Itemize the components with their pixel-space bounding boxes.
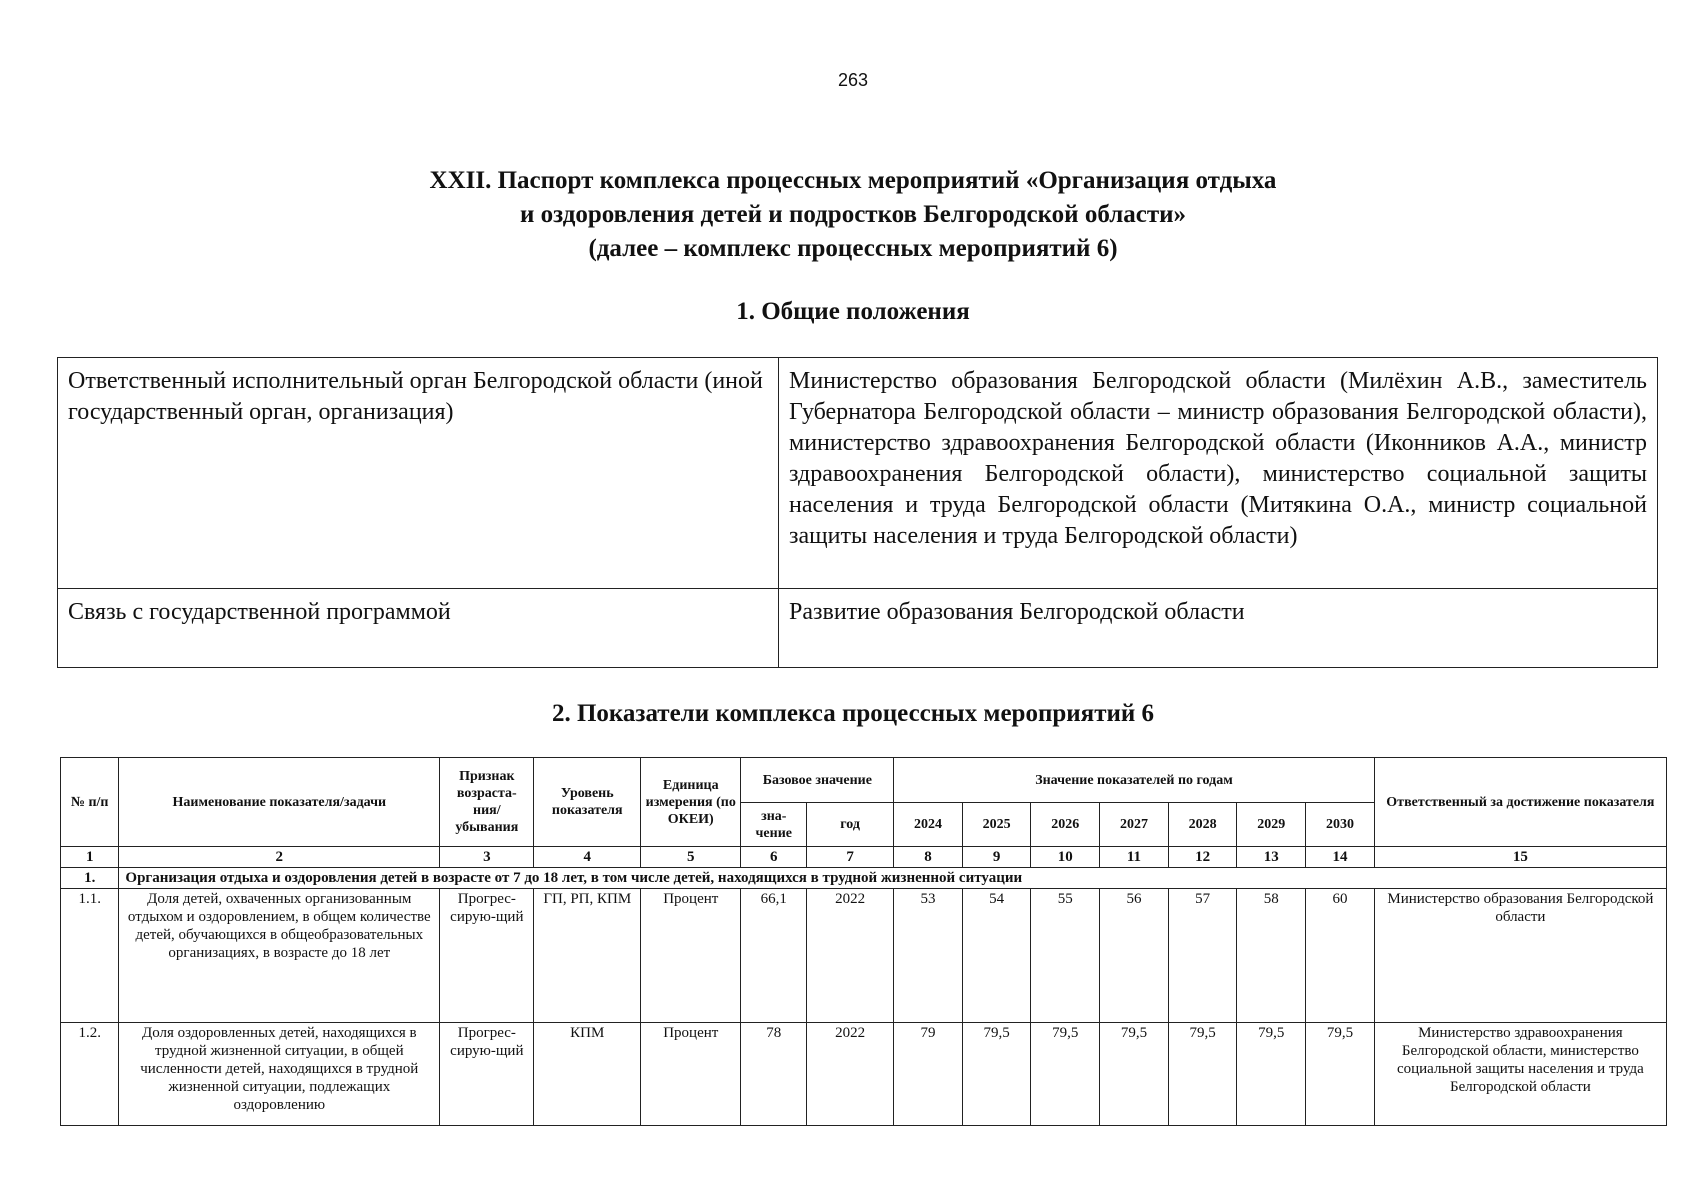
header-num: № п/п (61, 758, 119, 847)
row-year-value: 79,5 (1031, 1023, 1100, 1126)
row-year-value: 79,5 (1100, 1023, 1169, 1126)
row-year-value: 55 (1031, 889, 1100, 1023)
table-row (61, 1023, 1667, 1126)
header-base: Базовое значение (741, 758, 894, 803)
header-base-year: год (807, 803, 894, 847)
header-trend: Признак возраста-ния/ убывания (440, 758, 534, 847)
row-year-value: 79,5 (962, 1023, 1031, 1126)
general-value: Министерство образования Белгородской области (Милёхин А.В., заместитель Губернатора Белгородской области – министр образования Белгородской области), министерство здравоохранения Белгородской области (Иконников А.А., министр здравоохранения Белгородской области), министерство социальной защиты населения и труда Белгородской области (Митякина О.А., министр социальной защиты населения и труда Белгородской области) (779, 358, 1658, 589)
row-trend: Прогрес-сирую-щий (440, 1023, 534, 1126)
column-number: 5 (641, 847, 741, 868)
row-base-year: 2022 (807, 889, 894, 1023)
title-line-1: XXII. Паспорт комплекса процессных мероприятий «Организация отдыха (429, 167, 1277, 194)
row-year-value: 60 (1306, 889, 1375, 1023)
row-year-value: 58 (1237, 889, 1306, 1023)
section1-heading: 1. Общие положения (736, 298, 970, 325)
row-unit: Процент (641, 889, 741, 1023)
general-label: Связь с государственной программой (58, 589, 779, 668)
row-year-value: 53 (894, 889, 963, 1023)
header-year: 2028 (1168, 803, 1237, 847)
header-base-value: зна-чение (741, 803, 807, 847)
row-name: Доля детей, охваченных организованным отдыхом и оздоровлением, в общем количестве детей, обучающихся в общеобразовательных организациях, в возрасте до 18 лет (119, 889, 440, 1023)
document-title (0, 164, 1706, 266)
header-year: 2027 (1100, 803, 1169, 847)
column-number: 11 (1100, 847, 1169, 868)
row-unit: Процент (641, 1023, 741, 1126)
column-number: 4 (534, 847, 641, 868)
general-row (58, 589, 1658, 668)
column-number: 2 (119, 847, 440, 868)
column-number: 10 (1031, 847, 1100, 868)
header-year: 2029 (1237, 803, 1306, 847)
column-number: 7 (807, 847, 894, 868)
task-num: 1. (61, 868, 119, 889)
row-base-value: 66,1 (741, 889, 807, 1023)
header-year: 2026 (1031, 803, 1100, 847)
row-level: ГП, РП, КПМ (534, 889, 641, 1023)
column-numbers-row (61, 847, 1667, 868)
header-responsible: Ответственный за достижение показателя (1374, 758, 1666, 847)
row-year-value: 79 (894, 1023, 963, 1126)
page-number: 263 (837, 70, 869, 90)
column-number: 1 (61, 847, 119, 868)
general-row (58, 358, 1658, 589)
row-num: 1.2. (61, 1023, 119, 1126)
section2-heading: 2. Показатели комплекса процессных мероприятий 6 (551, 700, 1155, 727)
row-base-year: 2022 (807, 1023, 894, 1126)
row-year-value: 79,5 (1306, 1023, 1375, 1126)
header-level: Уровень показателя (534, 758, 641, 847)
column-number: 9 (962, 847, 1031, 868)
row-name: Доля оздоровленных детей, находящихся в трудной жизненной ситуации, в общей численности детей, находящихся в трудной жизненной ситуации, подлежащих оздоровлению (119, 1023, 440, 1126)
header-year: 2025 (962, 803, 1031, 847)
row-responsible: Министерство образования Белгородской области (1374, 889, 1666, 1023)
column-number: 6 (741, 847, 807, 868)
row-year-value: 54 (962, 889, 1031, 1023)
general-value: Развитие образования Белгородской области (779, 589, 1658, 668)
header-years-group: Значение показателей по годам (894, 758, 1375, 803)
column-number: 13 (1237, 847, 1306, 868)
header-year: 2030 (1306, 803, 1375, 847)
row-trend: Прогрес-сирую-щий (440, 889, 534, 1023)
column-number: 12 (1168, 847, 1237, 868)
title-line-2: и оздоровления детей и подростков Белгородской области» (519, 201, 1186, 228)
general-provisions-table (57, 357, 1658, 668)
row-num: 1.1. (61, 889, 119, 1023)
row-year-value: 79,5 (1168, 1023, 1237, 1126)
table-row (61, 889, 1667, 1023)
row-year-value: 79,5 (1237, 1023, 1306, 1126)
row-level: КПМ (534, 1023, 641, 1126)
row-year-value: 57 (1168, 889, 1237, 1023)
column-number: 8 (894, 847, 963, 868)
column-number: 15 (1374, 847, 1666, 868)
row-year-value: 56 (1100, 889, 1169, 1023)
row-base-value: 78 (741, 1023, 807, 1126)
general-label: Ответственный исполнительный орган Белгородской области (иной государственный орган, организация) (58, 358, 779, 589)
header-name: Наименование показателя/задачи (119, 758, 440, 847)
header-year: 2024 (894, 803, 963, 847)
column-number: 14 (1306, 847, 1375, 868)
task-text: Организация отдыха и оздоровления детей в возрасте от 7 до 18 лет, в том числе детей, находящихся в трудной жизненной ситуации (119, 868, 1667, 889)
column-number: 3 (440, 847, 534, 868)
row-responsible: Министерство здравоохранения Белгородской области, министерство социальной защиты населения и труда Белгородской области (1374, 1023, 1666, 1126)
task-row (61, 868, 1667, 889)
title-line-3: (далее – комплекс процессных мероприятий 6) (588, 235, 1118, 262)
header-unit: Единица измерения (по ОКЕИ) (641, 758, 741, 847)
indicators-table (60, 757, 1667, 1126)
